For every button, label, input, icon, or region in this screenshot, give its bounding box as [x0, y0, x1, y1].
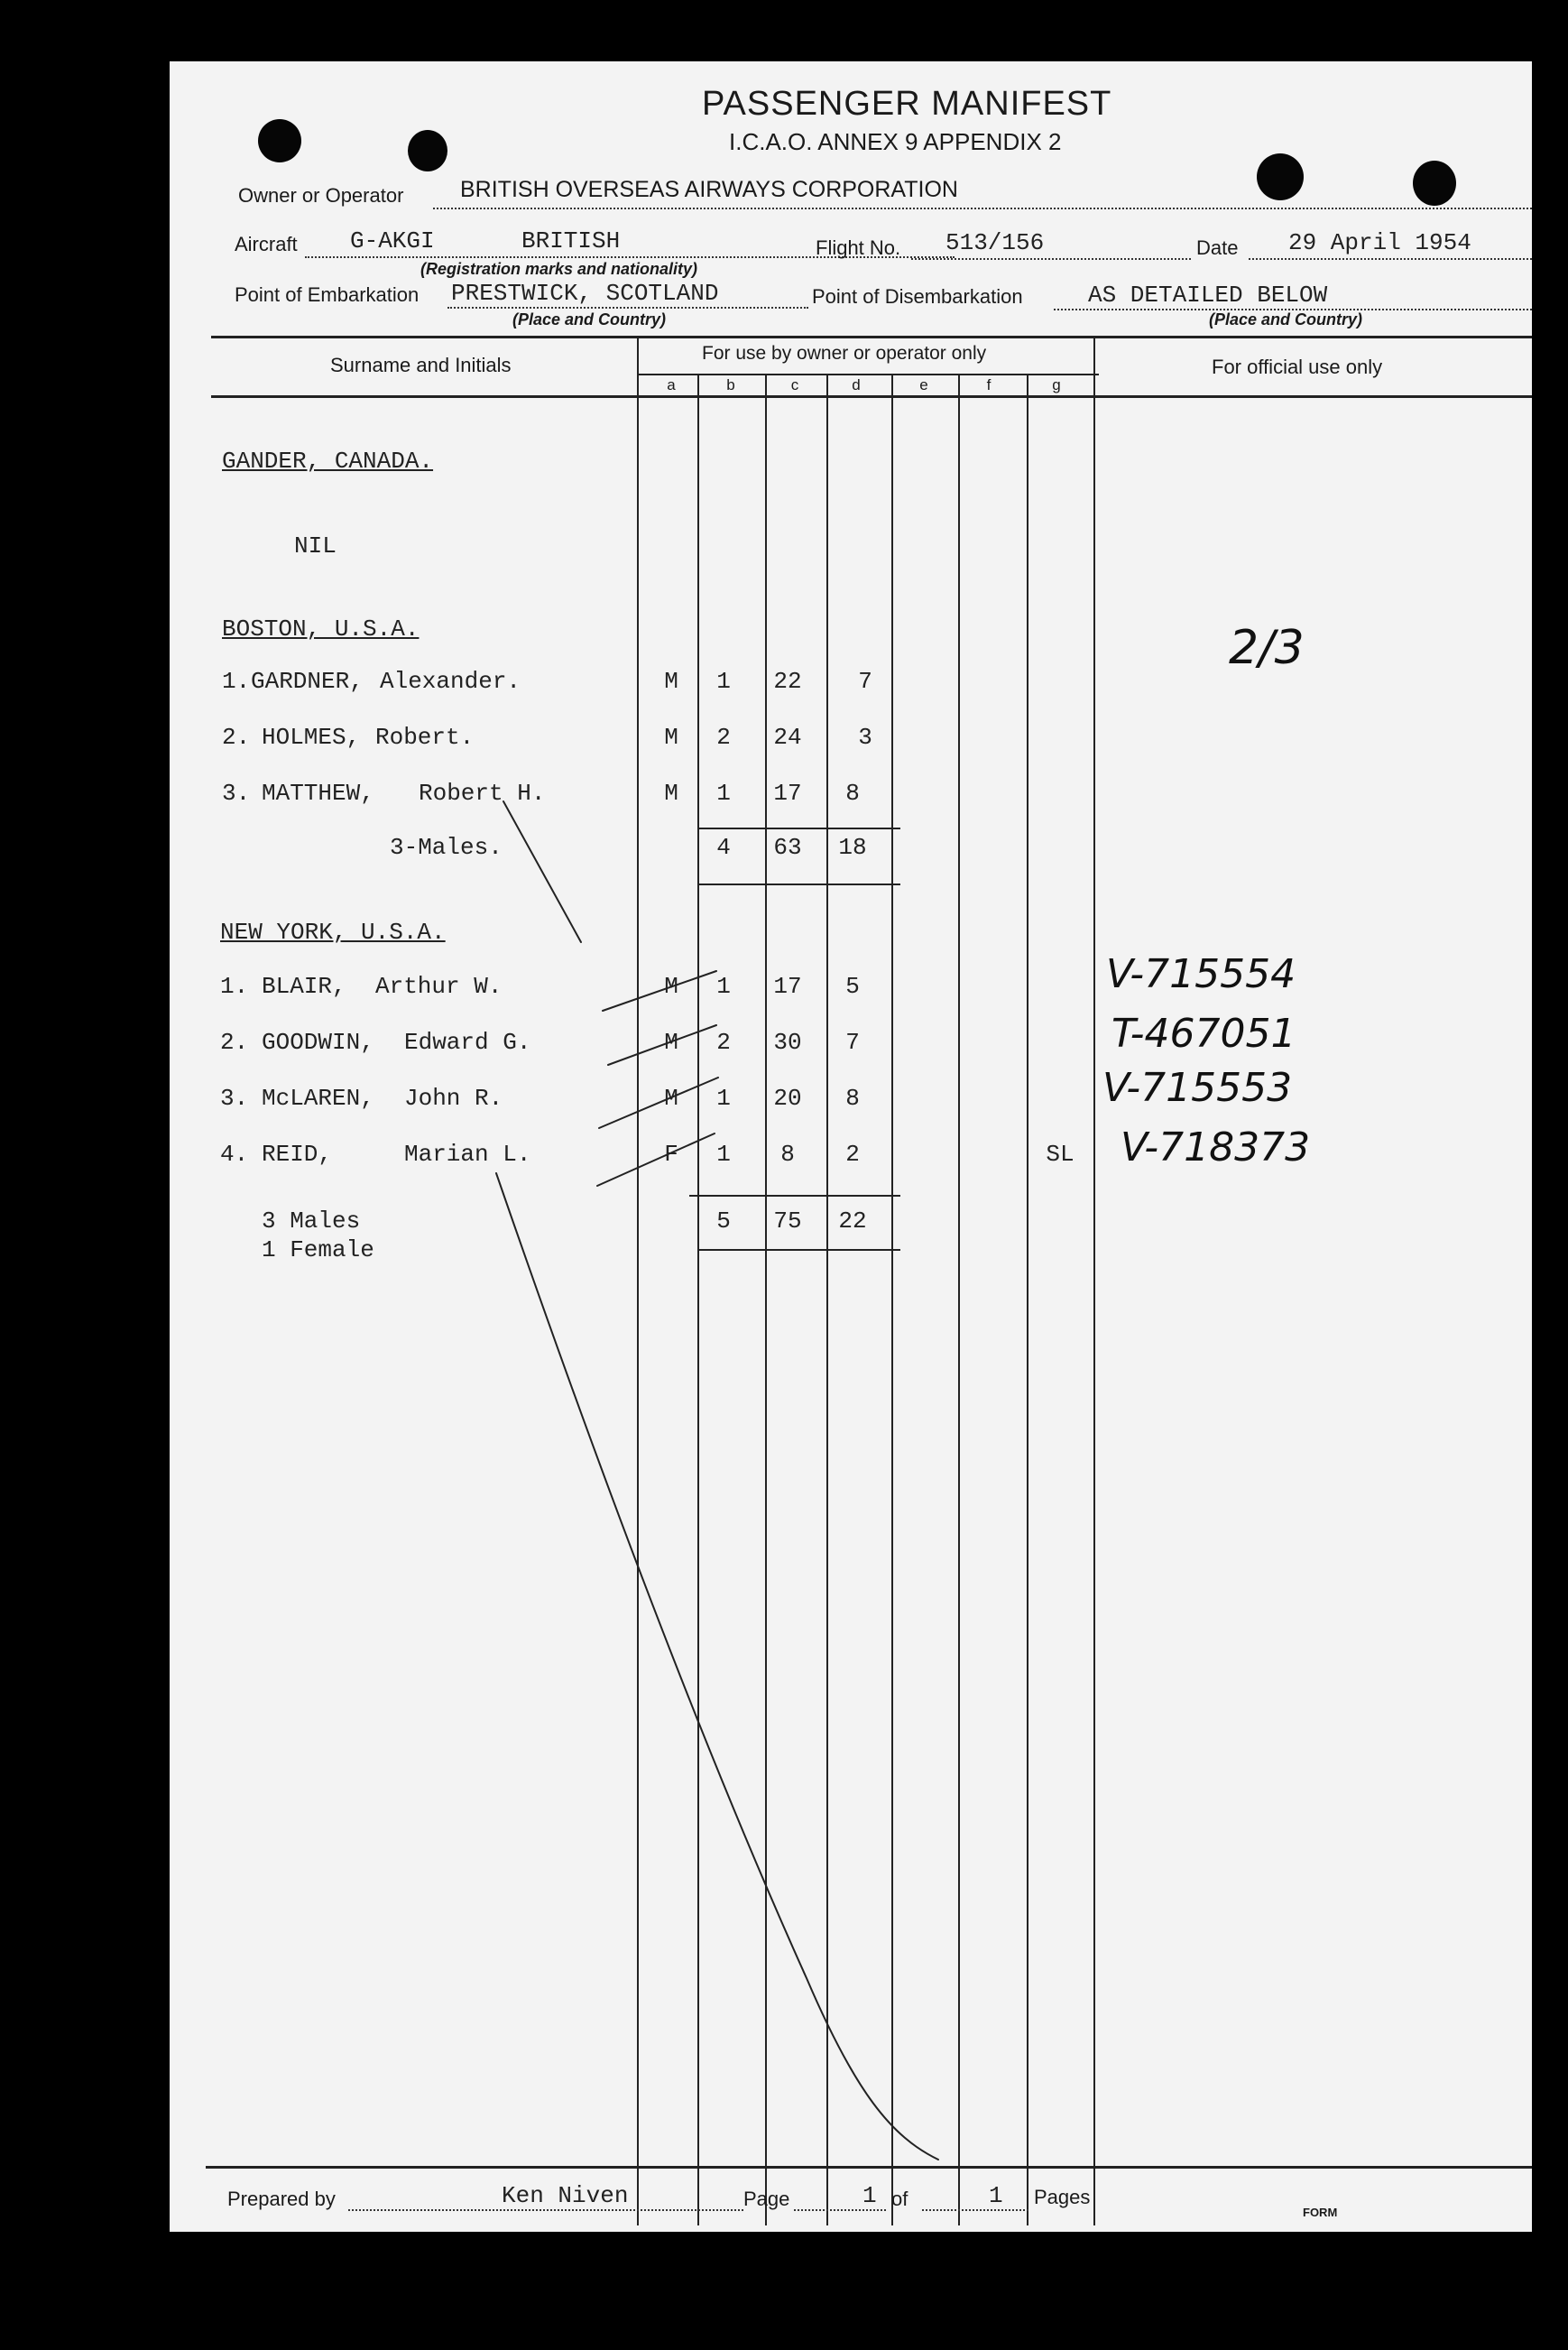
- newyork-summary-female: 1 Female: [262, 1236, 374, 1263]
- aircraft-caption: (Registration marks and nationality): [420, 260, 698, 278]
- row-number: 1.: [220, 973, 249, 1000]
- disembarkation-caption: (Place and Country): [1209, 310, 1363, 328]
- check-mark-stroke: [608, 1025, 716, 1065]
- cell-d: 3: [858, 724, 872, 751]
- passenger-surname: HOLMES,: [262, 724, 361, 751]
- check-mark-stroke: [603, 971, 716, 1011]
- passenger-surname: BLAIR,: [262, 973, 346, 1000]
- row-number: 1.: [222, 668, 251, 695]
- pages-label: Pages: [1034, 2186, 1091, 2208]
- flight-number: 513/156: [945, 229, 1045, 256]
- cell-a: M: [664, 724, 678, 751]
- surname-header: Surname and Initials: [330, 354, 512, 376]
- passenger-surname: GOODWIN,: [262, 1029, 374, 1056]
- cell-g: SL: [1046, 1141, 1075, 1168]
- total-c: 75: [773, 1207, 802, 1235]
- col-letter-g: g: [1052, 376, 1061, 393]
- pen-strokes: [170, 61, 1532, 2232]
- boston-summary: 3-Males.: [390, 834, 503, 861]
- embarkation-label: Point of Embarkation: [235, 283, 420, 306]
- passenger-surname: MATTHEW,: [262, 780, 374, 807]
- section-heading-newyork: NEW YORK, U.S.A.: [220, 919, 446, 946]
- official-header: For official use only: [1212, 356, 1383, 378]
- cell-b: 1: [716, 780, 731, 807]
- pen-slash-line: [503, 801, 581, 942]
- disembarkation-value: AS DETAILED BELOW: [1088, 282, 1328, 309]
- prepared-by-line: [348, 2209, 743, 2211]
- col-letter-d: d: [852, 376, 861, 393]
- page-subtitle: I.C.A.O. ANNEX 9 APPENDIX 2: [729, 128, 1062, 155]
- pen-long-line: [496, 1173, 938, 2160]
- cell-a: F: [664, 1141, 678, 1168]
- total-d: 22: [838, 1207, 867, 1235]
- total-c: 63: [773, 834, 802, 861]
- cell-c: 22: [773, 668, 802, 695]
- cell-a: M: [664, 973, 678, 1000]
- cell-d: 7: [858, 668, 872, 695]
- gander-nil: NIL: [294, 532, 337, 560]
- cell-d: 8: [845, 780, 860, 807]
- cell-c: 17: [773, 973, 802, 1000]
- cell-c: 30: [773, 1029, 802, 1056]
- embarkation-caption: (Place and Country): [512, 310, 667, 328]
- passenger-given-name: John R.: [404, 1085, 503, 1112]
- cell-a: M: [664, 668, 678, 695]
- date-value: 29 April 1954: [1288, 229, 1471, 256]
- form-label: FORM: [1303, 2206, 1338, 2219]
- passenger-given-name: Robert H.: [419, 780, 546, 807]
- page-line: [794, 2209, 886, 2211]
- check-mark-stroke: [597, 1133, 715, 1186]
- page-label: Page: [743, 2188, 790, 2210]
- date-label: Date: [1196, 236, 1239, 259]
- newyork-summary-males: 3 Males: [262, 1207, 361, 1235]
- footer-rule: [206, 2166, 1532, 2169]
- total-pages: 1: [989, 2182, 1003, 2209]
- cell-c: 24: [773, 724, 802, 751]
- cell-c: 20: [773, 1085, 802, 1112]
- aircraft-label: Aircraft: [235, 233, 298, 255]
- passenger-given-name: Robert.: [375, 724, 475, 751]
- embarkation-value: PRESTWICK, SCOTLAND: [451, 280, 719, 307]
- manifest-sheet: [170, 61, 1532, 2232]
- official-handwritten-number: V-718373: [1121, 1124, 1311, 1170]
- prepared-by-value: Ken Niven: [502, 2182, 629, 2209]
- disembarkation-label: Point of Disembarkation: [812, 285, 1023, 308]
- section-heading-gander: GANDER, CANADA.: [222, 448, 434, 475]
- cell-c: 8: [780, 1141, 795, 1168]
- check-mark-stroke: [599, 1078, 718, 1128]
- passenger-given-name: Arthur W.: [375, 973, 503, 1000]
- row-number: 3.: [222, 780, 251, 807]
- passenger-surname: GARDNER,: [251, 668, 364, 695]
- cell-b: 2: [716, 724, 731, 751]
- total-b: 4: [716, 834, 731, 861]
- cell-a: M: [664, 780, 678, 807]
- cell-d: 7: [845, 1029, 860, 1056]
- row-number: 2.: [220, 1029, 249, 1056]
- passenger-surname: McLAREN,: [262, 1085, 374, 1112]
- owner-use-header: For use by owner or operator only: [702, 343, 987, 364]
- row-number: 3.: [220, 1085, 249, 1112]
- passenger-given-name: Edward G.: [404, 1029, 531, 1056]
- cell-d: 2: [845, 1141, 860, 1168]
- passenger-given-name: Marian L.: [404, 1141, 531, 1168]
- col-letter-f: f: [986, 376, 992, 393]
- cell-a: M: [664, 1085, 678, 1112]
- owner-label: Owner or Operator: [238, 184, 404, 207]
- official-handwritten-number: V-715554: [1106, 951, 1296, 997]
- of-line: [922, 2209, 1028, 2211]
- passenger-surname: REID,: [262, 1141, 333, 1168]
- cell-b: 2: [716, 1029, 731, 1056]
- col-letter-c: c: [790, 376, 799, 393]
- aircraft-registration: G-AKGI: [350, 227, 435, 254]
- cell-b: 1: [716, 1085, 731, 1112]
- cell-a: M: [664, 1029, 678, 1056]
- total-d: 18: [838, 834, 867, 861]
- cell-b: 1: [716, 973, 731, 1000]
- page-title: PASSENGER MANIFEST: [702, 85, 1112, 123]
- owner-value: BRITISH OVERSEAS AIRWAYS CORPORATION: [460, 177, 958, 202]
- cell-d: 8: [845, 1085, 860, 1112]
- total-b: 5: [716, 1207, 731, 1235]
- section-heading-boston: BOSTON, U.S.A.: [222, 615, 420, 643]
- official-handwritten-number: T-467051: [1111, 1011, 1296, 1057]
- page-number: 1: [862, 2182, 877, 2209]
- row-number: 4.: [220, 1141, 249, 1168]
- cell-c: 17: [773, 780, 802, 807]
- cell-b: 1: [716, 668, 731, 695]
- passenger-given-name: Alexander.: [380, 668, 521, 695]
- col-letter-e: e: [919, 376, 928, 393]
- col-letter-a: a: [667, 376, 676, 393]
- official-handwritten-number: V-715553: [1102, 1065, 1293, 1111]
- col-letter-b: b: [726, 376, 735, 393]
- row-number: 2.: [222, 724, 251, 751]
- cell-d: 5: [845, 973, 860, 1000]
- official-note-boston: 2/3: [1229, 621, 1305, 675]
- cell-b: 1: [716, 1141, 731, 1168]
- flight-label: Flight No.: [816, 236, 901, 259]
- of-label: of: [891, 2188, 909, 2210]
- prepared-by-label: Prepared by: [227, 2188, 336, 2210]
- aircraft-nationality: BRITISH: [521, 227, 621, 254]
